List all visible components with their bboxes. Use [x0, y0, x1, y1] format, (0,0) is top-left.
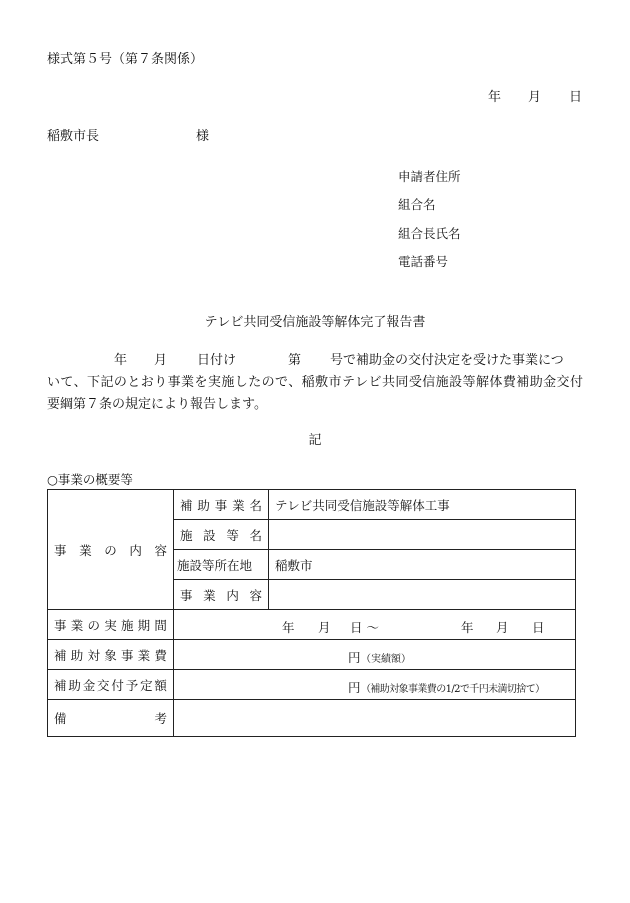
content-group-label: 事 業 の 内 容	[48, 490, 174, 610]
document-title: テレビ共同受信施設等解体完了報告書	[204, 315, 426, 330]
body-line1-rest: 号で補助金の交付決定を受けた事業につ	[330, 353, 564, 368]
location-label: 施設等所在地	[174, 550, 269, 580]
body-line-3: 要綱第７条の規定により報告します。	[47, 397, 267, 412]
facility-label: 施 設 等 名	[174, 520, 269, 550]
project-name-label: 補 助 事 業 名	[174, 490, 269, 520]
body-line-2: いて、下記のとおり事業を実施したので、稲敷市テレビ共同受信施設等解体費補助金交付	[47, 375, 583, 390]
date-year-label: 年	[488, 90, 502, 105]
table-row	[48, 610, 576, 640]
date-month-label: 月	[528, 90, 542, 105]
body-year: 年	[114, 353, 128, 368]
applicant-address-label: 申請者住所	[398, 169, 461, 184]
addressee-name: 稲敷市長	[47, 129, 100, 144]
period-label: 事 業 の 実 施 期 間	[48, 610, 174, 640]
applicant-union-label: 組合名	[398, 197, 436, 212]
cost-label: 補 助 対 象 事 業 費	[48, 640, 174, 670]
cost-value[interactable]: 円 （実績額）	[174, 640, 576, 670]
date-day-label: 日	[569, 90, 583, 105]
content-label: 事 業 内 容	[174, 580, 269, 610]
addressee-honorific: 様	[196, 129, 210, 144]
body-dai: 第	[288, 353, 302, 368]
body-dated: 日付け	[197, 353, 237, 368]
remarks-value[interactable]	[174, 700, 576, 737]
overview-table	[47, 489, 576, 737]
table-row	[48, 490, 576, 520]
applicant-chair-label: 組合長氏名	[398, 226, 461, 241]
form-number: 様式第５号（第７条関係）	[47, 52, 204, 67]
grant-value[interactable]: 円 （補助対象事業費の1/2で千円未満切捨て）	[174, 670, 576, 700]
remarks-label: 備 考	[48, 700, 174, 737]
grant-label: 補 助 金 交 付 予 定 額	[48, 670, 174, 700]
table-row	[48, 670, 576, 700]
overview-heading: ○事業の概要等	[47, 472, 133, 487]
applicant-phone-label: 電話番号	[398, 254, 449, 269]
table-row	[48, 640, 576, 670]
project-name-value[interactable]: テレビ共同受信施設等解体工事	[269, 490, 576, 520]
location-value[interactable]: 稲敷市	[269, 550, 576, 580]
content-value[interactable]	[269, 580, 576, 610]
table-row	[48, 700, 576, 737]
body-month: 月	[154, 353, 168, 368]
facility-value[interactable]	[269, 520, 576, 550]
ki-heading: 記	[308, 433, 322, 448]
period-value[interactable]: 年 月 日 ～ 年 月 日	[174, 610, 576, 640]
